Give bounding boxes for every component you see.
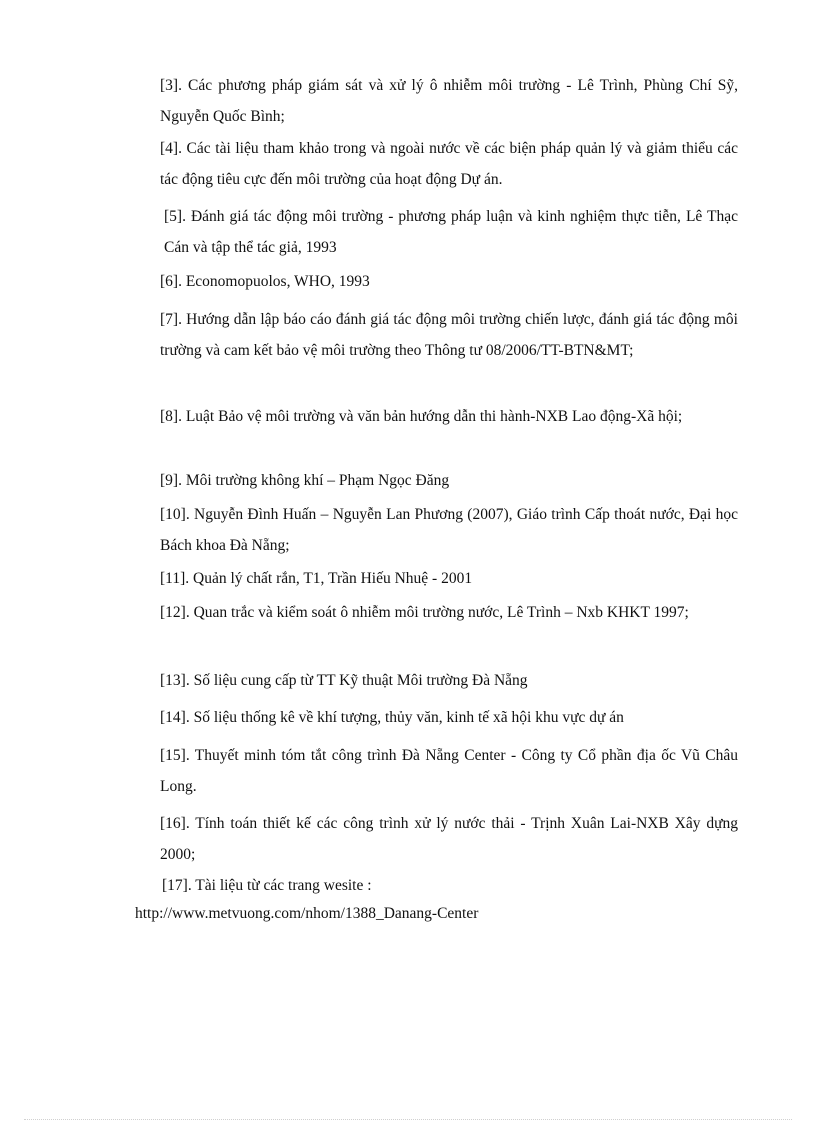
website-url[interactable]: http://www.metvuong.com/nhom/1388_Danang-Center <box>135 905 479 922</box>
reference-7: [7]. Hướng dẫn lập báo cáo đánh giá tác động môi trường chiến lược, đánh giá tác động môi trường và cam kết bảo vệ môi trường theo Thông tư 08/2006/TT-BTN&MT; <box>160 311 738 359</box>
reference-11: [11]. Quản lý chất rắn, T1, Trần Hiếu Nhuệ - 2001 <box>160 570 473 587</box>
reference-3: [3]. Các phương pháp giám sát và xử lý ô nhiễm môi trường - Lê Trình, Phùng Chí Sỹ, Nguyễn Quốc Bình; <box>160 77 738 125</box>
reference-6: [6]. Economopuolos, WHO, 1993 <box>160 273 370 290</box>
reference-14: [14]. Số liệu thống kê về khí tượng, thủy văn, kinh tế xã hội khu vực dự án <box>160 709 624 726</box>
reference-15: [15]. Thuyết minh tóm tắt công trình Đà Nẵng Center - Công ty Cổ phần địa ốc Vũ Châu Long. <box>160 747 738 795</box>
reference-10: [10]. Nguyễn Đình Huấn – Nguyễn Lan Phương (2007), Giáo trình Cấp thoát nước, Đại học Bách khoa Đà Nẵng; <box>160 506 738 554</box>
reference-5: [5]. Đánh giá tác động môi trường - phương pháp luận và kinh nghiệm thực tiễn, Lê Thạc Cán và tập thể tác giả, 1993 <box>164 208 738 256</box>
reference-9: [9]. Môi trường không khí – Phạm Ngọc Đăng <box>160 472 450 489</box>
reference-17: [17]. Tài liệu từ các trang wesite : <box>162 877 372 894</box>
page-bottom-divider <box>24 1119 792 1120</box>
reference-8: [8]. Luật Bảo vệ môi trường và văn bản hướng dẫn thi hành-NXB Lao động-Xã hội; <box>160 408 683 425</box>
reference-4: [4]. Các tài liệu tham khảo trong và ngoài nước về các biện pháp quản lý và giảm thiểu các tác động tiêu cực đến môi trường của hoạt động Dự án. <box>160 140 738 188</box>
reference-13: [13]. Số liệu cung cấp từ TT Kỹ thuật Môi trường Đà Nẵng <box>160 672 528 689</box>
reference-12: [12]. Quan trắc và kiểm soát ô nhiễm môi trường nước, Lê Trình – Nxb KHKT 1997; <box>160 604 689 621</box>
reference-16: [16]. Tính toán thiết kế các công trình xử lý nước thải - Trịnh Xuân Lai-NXB Xây dựng 2000; <box>160 815 738 863</box>
